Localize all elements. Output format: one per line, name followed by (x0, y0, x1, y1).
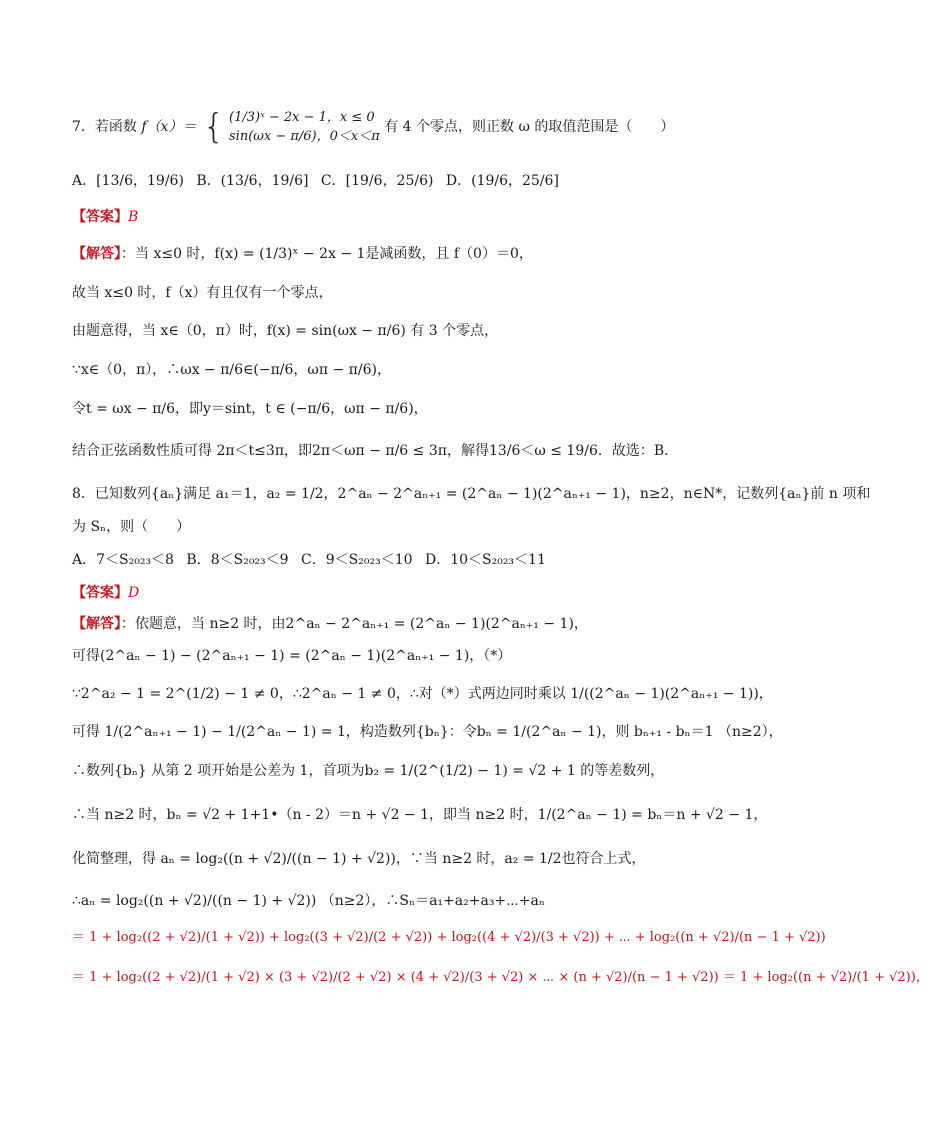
q8-stem-1: 8．已知数列{aₙ}满足 a₁＝1，a₂ = 1/2，2^aₙ − 2^aₙ₊₁ = (2^aₙ − 1)(2^aₙ₊₁ − 1)，n≥2，n∈N*，记数列{aₙ}前 n 项和 (72, 486, 871, 502)
q7-answer-value: B (128, 209, 139, 225)
q8-solution-6: ∴当 n≥2 时，bₙ = √2 + 1+1•（n - 2）＝n + √2 − 1，即当 n≥2 时，1/(2^aₙ − 1) = bₙ＝n + √2 − 1， (72, 807, 768, 823)
q7-stem-prefix: 7．若函数 (72, 119, 137, 135)
q8-solution-8: ∴aₙ = log₂((n + √2)/((n − 1) + √2)) （n≥2），∴Sₙ＝a₁+a₂+a₃+⋯+aₙ (72, 893, 545, 909)
q8-options (72, 552, 754, 569)
q7-solution-6: 结合正弦函数性质可得 2π＜t≤3π，即2π＜ωπ − π/6 ≤ 3π，解得13/6＜ω ≤ 19/6．故选：B． (72, 443, 679, 459)
q7-answer (72, 209, 754, 226)
q7-answer-label: 【答案】 (72, 209, 128, 225)
q8-solution-9: ＝ 1 + log₂((2 + √2)/(1 + √2)) + log₂((3 + √2)/(2 + √2)) + log₂((4 + √2)/(3 + √2)) + ⋯ + log₂((n + √2)/(n − 1 + √2)) (72, 930, 826, 945)
q7-solution-1 (72, 246, 754, 263)
q8-option-c: C．9＜S₂₀₂₃＜10 (301, 552, 413, 568)
q7-solution-3: 由题意得，当 x∈（0，π）时，f(x) = sin(ωx − π/6) 有 3 个零点， (72, 323, 499, 339)
q7-solution-2: 故当 x≤0 时，f（x）有且仅有一个零点， (72, 285, 333, 301)
q7-stem-suffix: 有 4 个零点，则正数 ω 的取值范围是（ ） (384, 119, 675, 135)
q8-answer (72, 585, 754, 602)
q8-answer-value: D (128, 585, 140, 601)
q7-option-b: B．(13/6，19/6] (196, 173, 309, 189)
q8-stem-2: 为 Sₙ，则（ ） (72, 519, 191, 535)
q7-case-2: sin(ωx − π/6)，0＜x＜π (229, 129, 380, 144)
q7-case-1: (1/3)ˣ − 2x − 1，x ≤ 0 (229, 110, 375, 125)
q8-solution-7: 化简整理，得 aₙ = log₂((n + √2)/((n − 1) + √2))，∵当 n≥2 时，a₂ = 1/2也符合上式， (72, 851, 646, 867)
q8-solution-1 (72, 616, 754, 633)
q8-solution-3: ∵2^a₂ − 1 = 2^(1/2) − 1 ≠ 0，∴2^aₙ − 1 ≠ 0，∴对（*）式两边同时乘以 1/((2^aₙ − 1)(2^aₙ₊₁ − 1))， (72, 686, 773, 702)
q7-function-name: f（x）＝ (141, 119, 197, 135)
q7-brace: { (202, 107, 225, 147)
q7-solution-4: ∵x∈（0，π），∴ωx − π/6∈(−π/6，ωπ − π/6)， (72, 362, 391, 378)
q8-option-a: A．7＜S₂₀₂₃＜8 (72, 552, 174, 568)
q7-option-d: D．(19/6，25/6] (445, 173, 559, 189)
q8-answer-label: 【答案】 (72, 585, 128, 601)
q7-solution-text-1: ：当 x≤0 时，f(x) = (1/3)ˣ − 2x − 1是减函数，且 f（0）＝0， (121, 246, 533, 262)
q7-stem (72, 108, 754, 146)
q8-solution-5: ∴数列{bₙ} 从第 2 项开始是公差为 1，首项为b₂ = 1/(2^(1/2) − 1) = √2 + 1 的等差数列， (72, 763, 665, 779)
q7-options (72, 173, 754, 190)
q7-solution-5: 令t = ωx − π/6，即y＝sint，t ∈ (−π/6，ωπ − π/6)， (72, 401, 428, 417)
q8-option-d: D．10＜S₂₀₂₃＜11 (424, 552, 546, 568)
q7-option-a: A．[13/6，19/6) (72, 173, 184, 189)
q7-cases (229, 108, 380, 146)
q8-solution-label: 【解答】 (72, 616, 121, 632)
q8-solution-2: 可得(2^aₙ − 1) − (2^aₙ₊₁ − 1) = (2^aₙ − 1)(2^aₙ₊₁ − 1)，（*） (72, 648, 512, 664)
q7-option-c: C．[19/6，25/6) (320, 173, 434, 189)
q7-solution-label: 【解答】 (72, 246, 121, 262)
q8-solution-text-1: ：依题意，当 n≥2 时，由2^aₙ − 2^aₙ₊₁ = (2^aₙ − 1)(2^aₙ₊₁ − 1)， (121, 616, 588, 632)
q8-option-b: B．8＜S₂₀₂₃＜9 (186, 552, 289, 568)
q8-solution-10: ＝ 1 + log₂((2 + √2)/(1 + √2) × (3 + √2)/(2 + √2) × (4 + √2)/(3 + √2) × ⋯ × (n + √2)/(n − 1 + √2)) ＝ 1 + log₂((n + √2)/(1 + √2))， (72, 970, 929, 985)
q7-piecewise (203, 108, 380, 146)
q8-solution-4: 可得 1/(2^aₙ₊₁ − 1) − 1/(2^aₙ − 1) = 1，构造数列{bₙ}：令bₙ = 1/(2^aₙ − 1)，则 bₙ₊₁ - bₙ＝1 （n≥2）， (72, 724, 783, 740)
